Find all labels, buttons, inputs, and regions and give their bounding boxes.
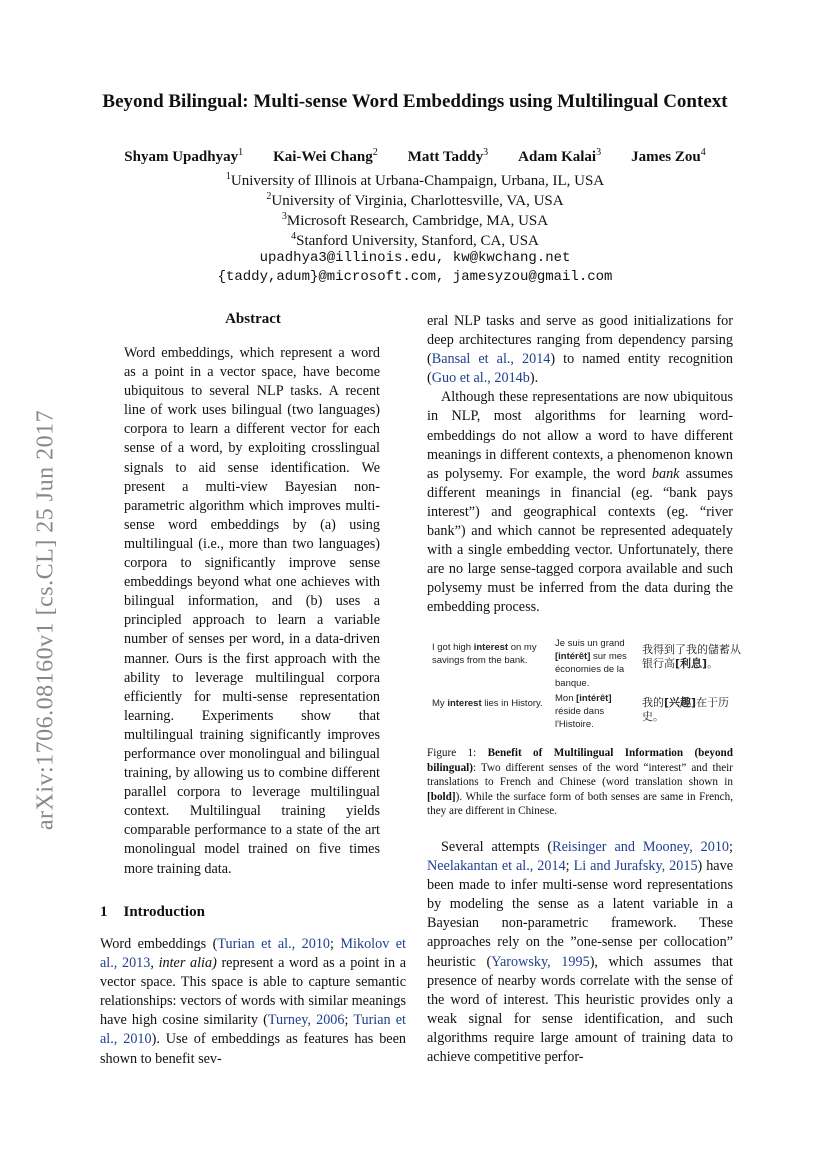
affiliation: $^1$University of Illinois at Urbana-Champaign, Urbana, IL, USA [225,171,605,189]
email-line: {taddy,adum}@microsoft.com, jamesyzou@gmail.com [217,269,613,285]
figure-caption: Figure 1: Benefit of Multilingual Information (beyond bilingual): Two different senses of the word “interest” and their translations to French and Chinese (word translation shown in [bold]). While the surface form of both senses are same in French, they are different in Chinese. [427,747,733,817]
citation-link[interactable]: Guo et al., 2014b [431,370,530,387]
author: Kai-Wei Chang$^2$ [273,147,378,165]
figure-1 [432,637,741,737]
right-column-text: eral NLP tasks and serve as good initializations for deep architectures ranging from dependency parsing (Bansal et al., 2014) to named entity recognition (Guo et al., 2014b). Although these representations are now ubiquitous in NLP, most algorithms for learning word-embeddings do not allow a word to have different meanings in different contexts, a phenomenon known as polysemy. For example, the word bank assumes different meanings in financial (eg. “bank pays interest”) and geographical contexts (eg. “river bank”) and which cannot be represented adequately with a single embedding vector. Unfortunately, there are no large sense-tagged corpora available and such polysemy must be inferred from the data during the embedding process. [427,313,734,616]
arxiv-stamp [16,360,76,880]
figure-fr-1: Je suis un grand [intérêt] sur mes économies de la banque. [555,638,627,689]
paper-title: Beyond Bilingual: Multi-sense Word Embeddings using Multilingual Context [102,91,728,112]
author-list [80,147,750,166]
citation-link[interactable]: Turney, 2006 [267,1012,345,1029]
figure-en-2: My interest lies in History. [432,698,543,709]
citation-link[interactable]: Turian et al., 2010 [100,1012,406,1048]
author: James Zou$^4$ [631,147,706,165]
figure-zh-1: 我得到了我的儲蓄从银行高[利息]。 [642,643,741,670]
affiliation: $^4$Stanford University, Stanford, CA, USA [291,231,539,249]
intro-paragraph: Word embeddings (Turian et al., 2010; Mikolov et al., 2013, inter alia) represent a word as a point in a vector space. This space is able to capture semantic relationships: vectors of words with similar meanings have high cosine similarity (Turney, 2006; Turian et al., 2010). Use of embeddings as features has been shown to benefit sev- [100,936,407,1067]
section-heading: 1 Introduction [100,904,205,920]
email-line: upadhya3@illinois.edu, kw@kwchang.net [259,250,571,266]
affiliation: $^2$University of Virginia, Charlottesville, VA, USA [266,191,564,209]
citation-link[interactable]: Turian et al., 2010 [217,936,331,952]
abstract-text: Word embeddings, which represent a word as a point in a vector space, have become ubiquitous to several NLP tasks. A recent line of work uses bilingual (two languages) corpora to learn a different vector for each sense of a word, by exploiting crosslingual signals to aid sense identification. We present a multi-view Bayesian non-parametric algorithm which improves multi-sense word embeddings by (a) using multilingual (i.e., more than two languages) corpora to significantly improve sense embeddings beyond what one achieves with bilingual information, and (b) uses a principled approach to learn a variable number of senses per word, in a data-driven manner. Ours is the first approach with the ability to leverage multilingual corpora efficiently for multi-sense representation learning. Experiments show that multilingual training significantly improves performance over monolingual and bilingual training, by allowing us to combine different parallel corpora to leverage multilingual context. Multilingual training yields comparable performance to a state of the art monolingual model trained on five times more training data. [124,345,380,877]
author: Matt Taddy$^3$ [407,147,489,165]
citation-link[interactable]: Reisinger and Mooney, 2010 [552,839,730,855]
citation-link[interactable]: Li and Jurafsky, 2015 [573,858,698,875]
abstract-heading: Abstract [225,311,281,327]
arxiv-id: arXiv:1706.08160v1 [cs.CL] 25 Jun 2017 [32,409,59,831]
author: Adam Kalai$^3$ [518,147,602,165]
citation-link[interactable]: Yarowsky, 1995 [491,953,590,970]
figure-fr-2: Mon [intérêt] réside dans l'Histoire. [555,693,612,731]
author: Shyam Upadhyay$^1$ [124,147,244,165]
figure-zh-2: 我的[兴趣]在于历史。 [642,696,730,723]
citation-link[interactable]: Mikolov et al., 2013 [100,936,406,972]
affiliation: $^3$Microsoft Research, Cambridge, MA, USA [281,211,549,229]
right-column-text-2: Several attempts (Reisinger and Mooney, 2010; Neelakantan et al., 2014; Li and Jurafsky, 2015) have been made to infer multi-sense word representations by modeling the sense as a latent variable in a Bayesian non-parametric framework. These approaches rely on the ”one-sense per collocation” heuristic (Yarowsky, 1995), which assumes that presence of nearby words correlate with the sense of the word of interest. This heuristic provides only a weak signal for sense identification, and such algorithms require large amount of training data to achieve competitive perfor- [427,839,733,1066]
figure-en-1: I got high interest on my savings from the bank. [432,642,537,667]
citation-link[interactable]: Bansal et al., 2014 [431,351,551,368]
citation-link[interactable]: Neelakantan et al., 2014 [427,858,566,875]
